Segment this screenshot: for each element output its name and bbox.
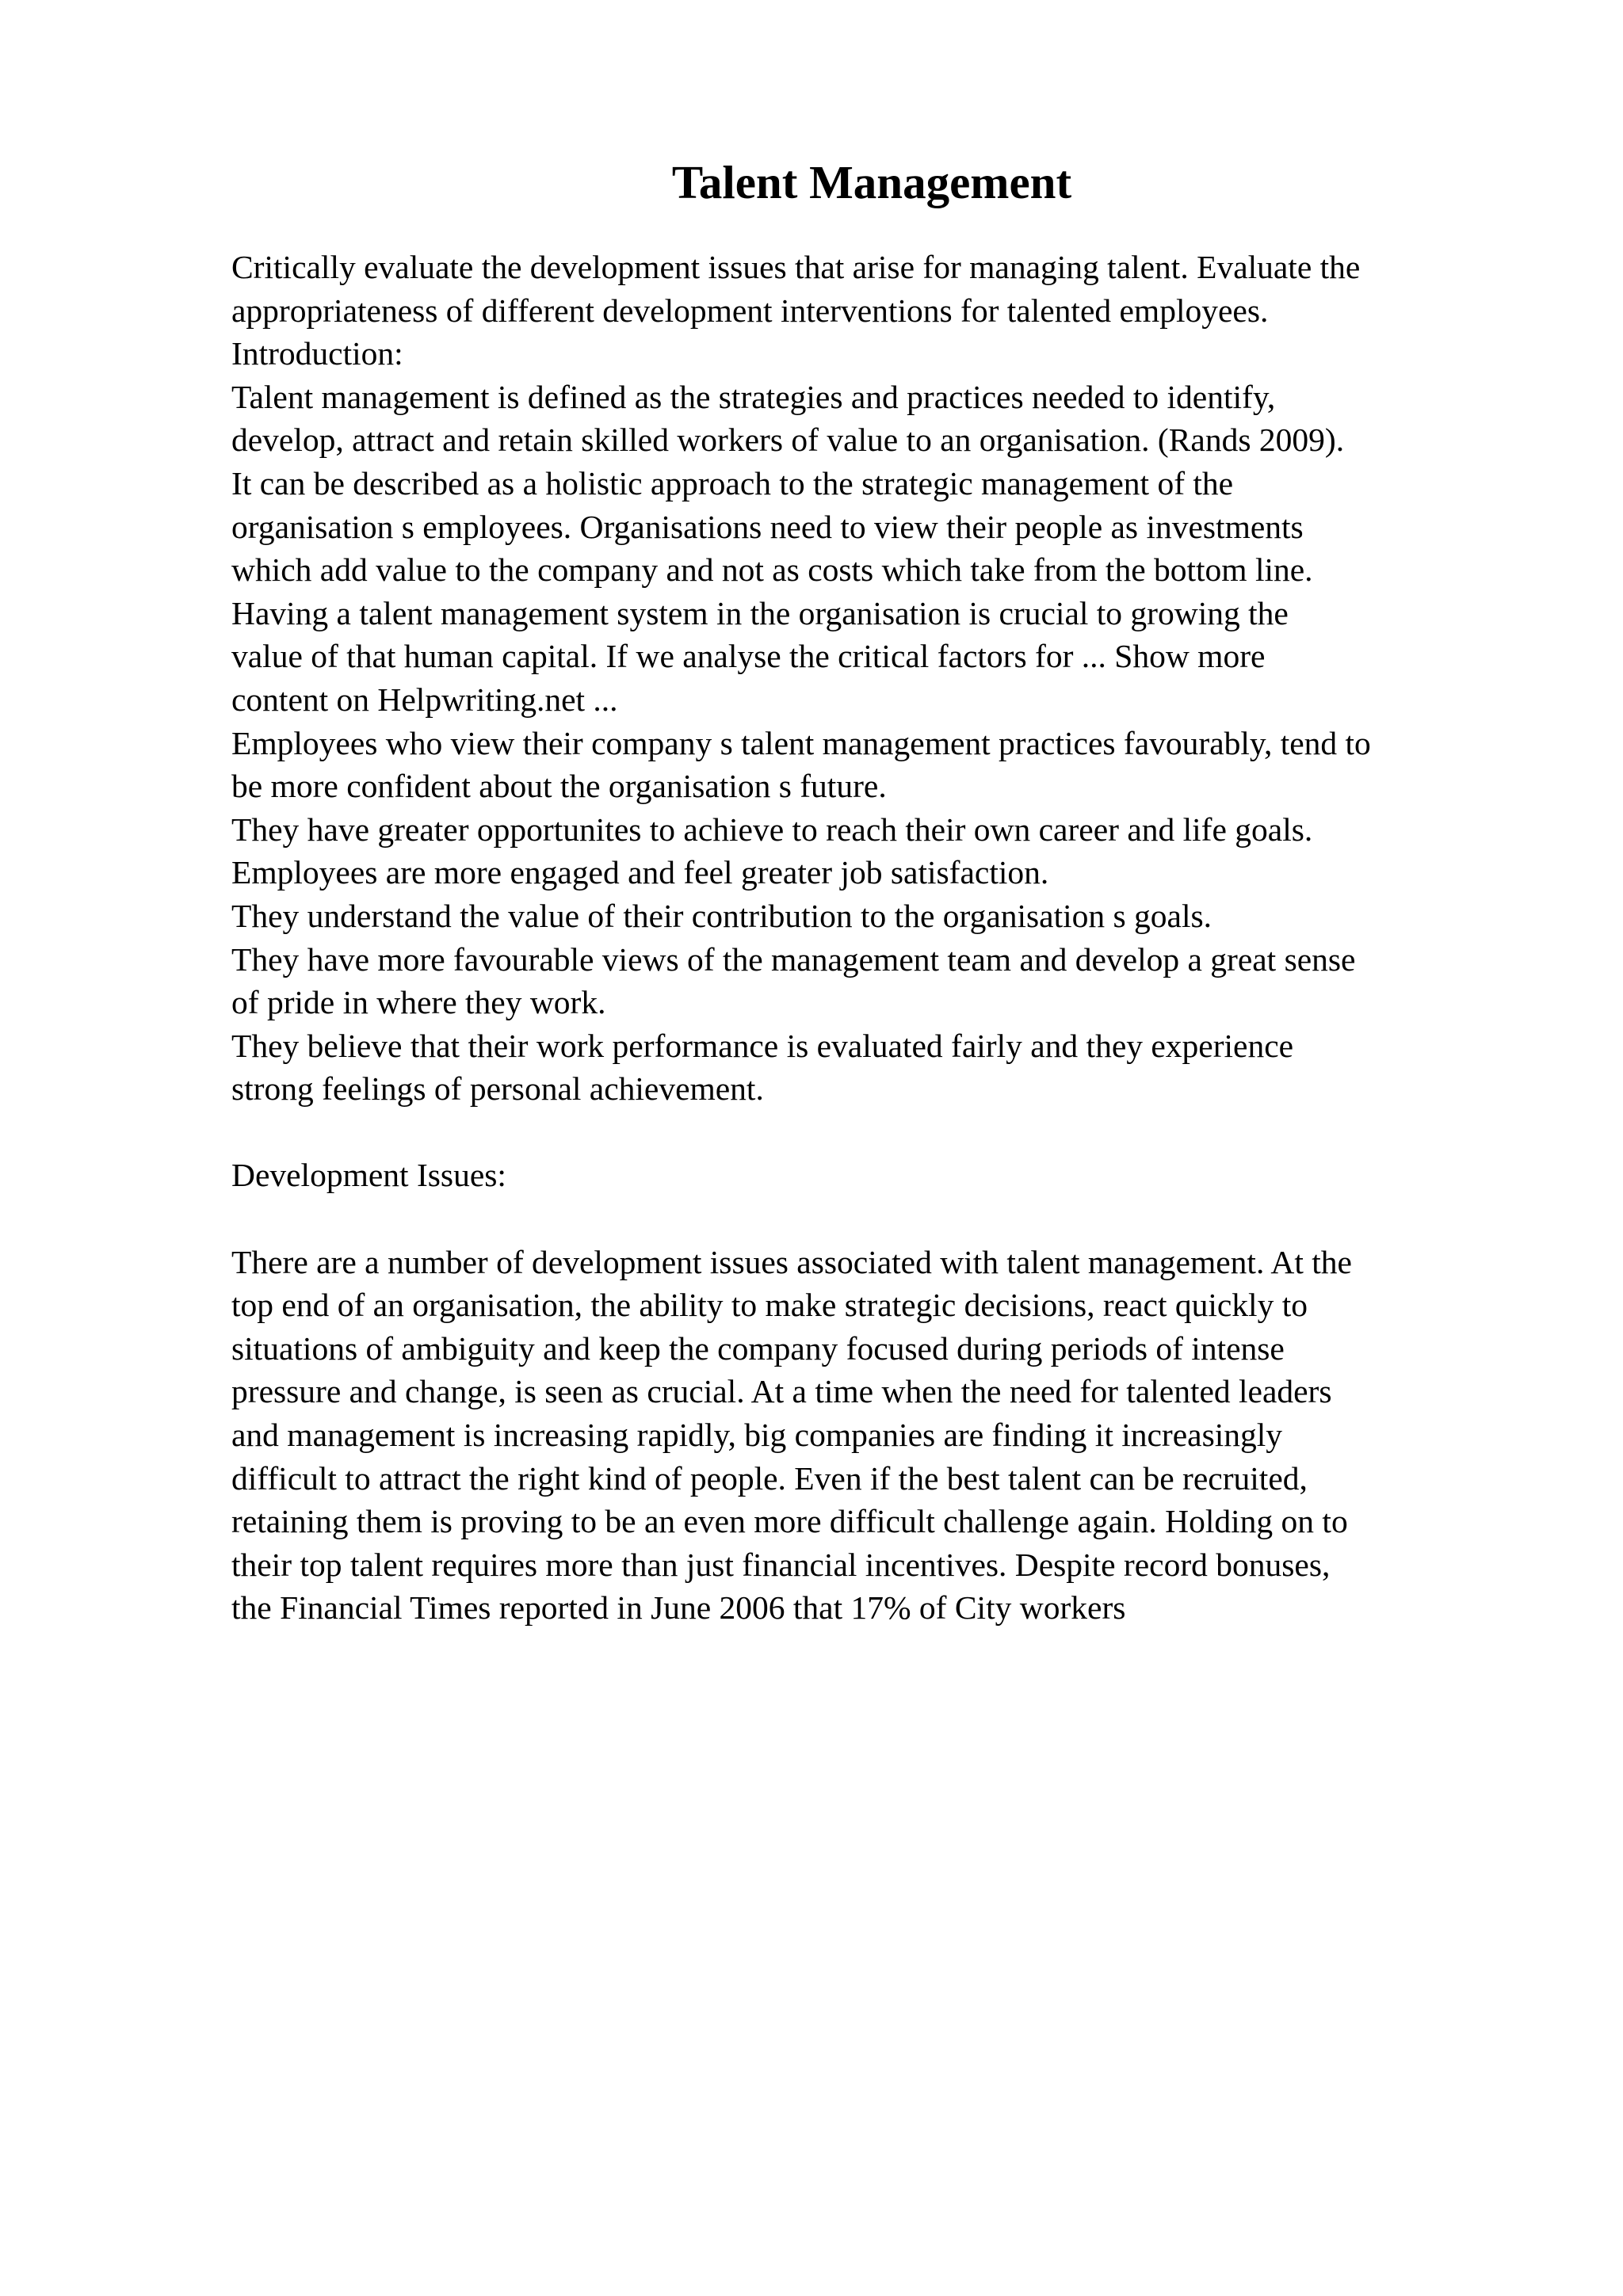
text-line: Critically evaluate the development issues that arise for managing talent. Evaluate the — [231, 249, 1361, 285]
text-line: They believe that their work performance is evaluated fairly and they experience — [231, 1027, 1294, 1064]
text-line: pressure and change, is seen as crucial. At a time when the need for talented leaders — [231, 1373, 1332, 1410]
text-line: the Financial Times reported in June 2006 that 17% of City workers — [231, 1589, 1126, 1627]
text-line: strong feelings of personal achievement. — [231, 1070, 764, 1108]
text-line: They understand the value of their contribution to the organisation s goals. — [231, 897, 1212, 934]
text-line: Talent management is defined as the strategies and practices needed to identify, — [231, 378, 1276, 415]
text-line: appropriateness of different development interventions for talented employees. — [231, 292, 1269, 329]
text-line: develop, attract and retain skilled workers of value to an organisation. (Rands 2009). — [231, 421, 1345, 459]
text-line: and management is increasing rapidly, big companies are finding it increasingly — [231, 1417, 1283, 1454]
text-line: difficult to attract the right kind of people. Even if the best talent can be recruited, — [231, 1459, 1308, 1497]
text-line: situations of ambiguity and keep the company focused during periods of intense — [231, 1329, 1285, 1367]
document-title: Talent Management — [671, 156, 1072, 208]
text-line: their top talent requires more than just financial incentives. Despite record bonuses, — [231, 1546, 1331, 1583]
text-line: value of that human capital. If we analyse the critical factors for ... Show more — [231, 638, 1266, 675]
text-line: top end of an organisation, the ability to make strategic decisions, react quickly to — [231, 1287, 1308, 1324]
text-line: which add value to the company and not as costs which take from the bottom line. — [231, 551, 1313, 589]
blank-line — [231, 1197, 1594, 1241]
document-body — [231, 246, 1594, 1630]
text-line: Employees are more engaged and feel greater job satisfaction. — [231, 854, 1049, 891]
text-line: content on Helpwriting.net ... — [231, 681, 618, 718]
text-line: Having a talent management system in the organisation is crucial to growing the — [231, 594, 1289, 631]
text-line: They have more favourable views of the management team and develop a great sense — [231, 940, 1356, 978]
text-line: It can be described as a holistic approach to the strategic management of the — [231, 464, 1234, 502]
text-line: of pride in where they work. — [231, 984, 606, 1021]
text-line: Employees who view their company s talent management practices favourably, tend to — [231, 724, 1371, 761]
blank-line — [231, 1111, 1594, 1154]
text-line: be more confident about the organisation s future. — [231, 768, 887, 805]
text-line: retaining them is proving to be an even more difficult challenge again. Holding on to — [231, 1503, 1348, 1540]
section-heading-development-issues: Development Issues: — [231, 1157, 506, 1194]
text-line: There are a number of development issues associated with talent management. At the — [231, 1243, 1352, 1280]
text-line: They have greater opportunites to achieve to reach their own career and life goals. — [231, 810, 1313, 848]
text-line: organisation s employees. Organisations need to view their people as investments — [231, 508, 1304, 545]
section-heading-introduction: Introduction: — [231, 335, 403, 372]
